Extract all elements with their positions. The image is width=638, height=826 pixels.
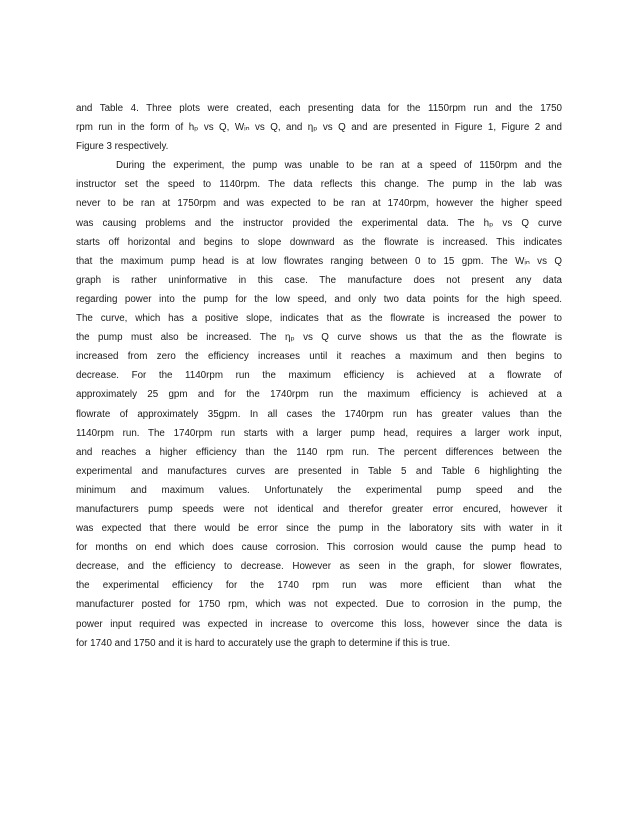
text-line: 1140rpm run. The 1740rpm run starts with a larger pump head, requires a larger work input, bbox=[76, 427, 562, 439]
text-line: decrease, and the efficiency to decrease. However as seen in the graph, for slower flowrates, bbox=[76, 561, 562, 573]
text-line: power input required was expected in increase to overcome this loss, however since the data is bbox=[76, 618, 562, 630]
text-line: decrease. For the 1140rpm run the maximum efficiency is achieved at a flowrate of bbox=[76, 370, 562, 382]
text-line: was expected that there would be error since the pump in the laboratory sits with water in it bbox=[76, 523, 562, 535]
text-line: for months on end which does cause corrosion. This corrosion would cause the pump head to bbox=[76, 542, 562, 554]
text-line: experimental and manufactures curves are presented in Table 5 and Table 6 highlighting the bbox=[76, 465, 562, 477]
text-line: never to be ran at 1750rpm and was expected to be ran at 1740rpm, however the higher speed bbox=[76, 198, 562, 210]
text-line: instructor set the speed to 1140rpm. The data reflects this change. The pump in the lab was bbox=[76, 179, 562, 191]
text-line: regarding power into the pump for the low speed, and only two data points for the high speed. bbox=[76, 293, 562, 305]
text-line: for 1740 and 1750 and it is hard to accurately use the graph to determine if this is true. bbox=[76, 637, 451, 649]
text-line: Figure 3 respectively. bbox=[76, 141, 169, 153]
text-line: manufacturer posted for 1750 rpm, which was not expected. Due to corrosion in the pump, the bbox=[76, 599, 562, 611]
text-line: rpm run in the form of hₚ vs Q, Wᵢₙ vs Q, and ηₚ vs Q and are presented in Figure 1, Figure 2 and bbox=[76, 122, 562, 134]
text-line: the pump must also be increased. The ηₚ vs Q curve shows us that the as the flowrate is bbox=[76, 332, 562, 344]
text-line: During the experiment, the pump was unable to be ran at a speed of 1150rpm and the bbox=[116, 160, 562, 172]
text-line: manufacturers pump speeds were not identical and therefor greater error encured, however it bbox=[76, 503, 562, 515]
text-line: approximately 25 gpm and for the 1740rpm run the maximum efficiency is achieved at a bbox=[76, 389, 562, 401]
text-line: the experimental efficiency for the 1740 rpm run was more efficient than what the bbox=[76, 580, 562, 592]
body-text bbox=[76, 99, 562, 653]
text-line: The curve, which has a positive slope, indicates that as the flowrate is increased the power to bbox=[76, 313, 562, 325]
text-line: was causing problems and the instructor provided the experimental data. The hₚ vs Q curve bbox=[76, 217, 562, 229]
text-line: and Table 4. Three plots were created, each presenting data for the 1150rpm run and the 1750 bbox=[76, 103, 562, 114]
text-line: flowrate of approximately 35gpm. In all cases the 1740rpm run has greater values than the bbox=[76, 408, 562, 420]
text-line: and reaches a higher efficiency than the 1140 rpm run. The percent differences between the bbox=[76, 446, 562, 458]
text-line: starts off horizontal and begins to slope downward as the flowrate is increased. This indicates bbox=[76, 236, 562, 248]
text-line: graph is rather uninformative in this case. The manufacture does not present any data bbox=[76, 274, 562, 286]
text-line: that the maximum pump head is at low flowrates ranging between 0 to 15 gpm. The Wᵢₙ vs Q bbox=[76, 255, 562, 267]
text-line: increased from zero the efficiency increases until it reaches a maximum and then begins to bbox=[76, 351, 562, 363]
text-line: minimum and maximum values. Unfortunately the experimental pump speed and the bbox=[76, 484, 562, 496]
